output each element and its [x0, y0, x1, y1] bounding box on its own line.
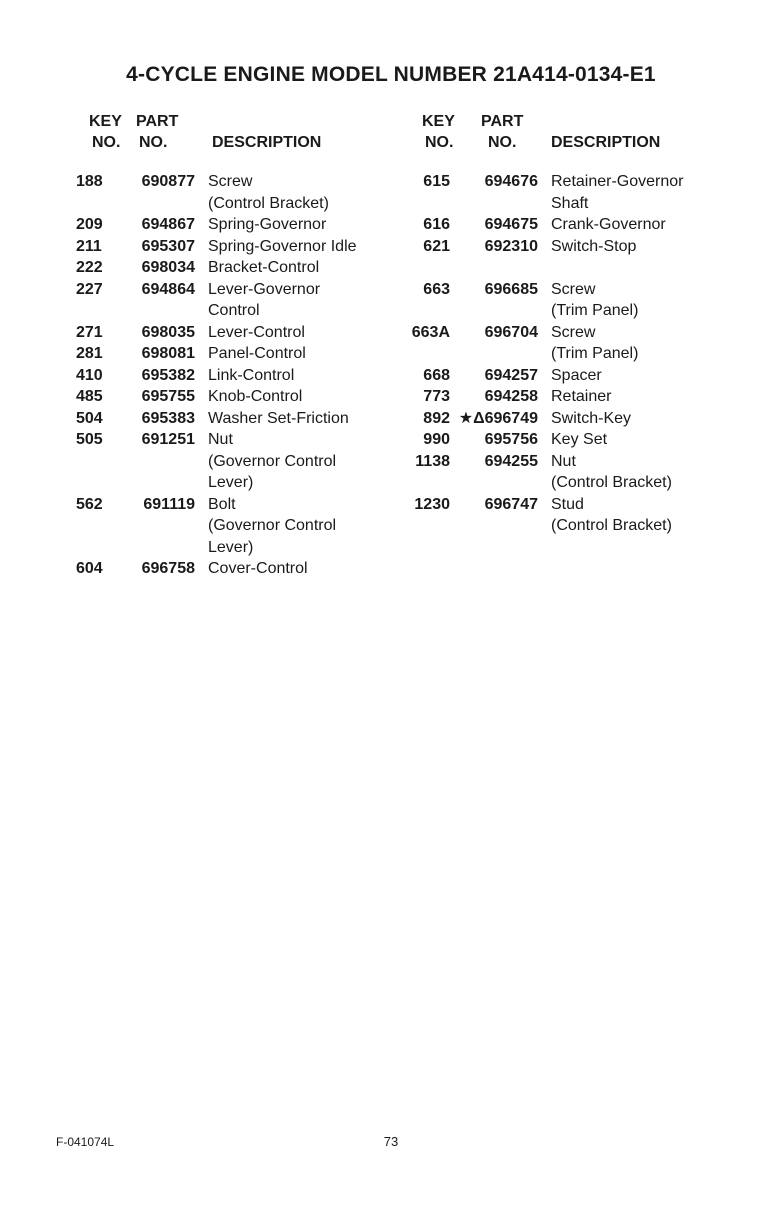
key-number: 209 — [76, 216, 103, 233]
part-description — [551, 451, 735, 494]
parts-row — [76, 257, 406, 279]
part-number: 696758 — [141, 560, 195, 577]
part-number: 691119 — [143, 495, 195, 513]
part-description — [208, 365, 406, 387]
part-number: 698081 — [141, 345, 195, 362]
part-header-line2: NO. — [139, 134, 168, 151]
part-description — [551, 408, 735, 430]
part-header-line2: NO. — [488, 134, 517, 151]
part-description — [208, 343, 406, 365]
parts-row — [405, 236, 735, 258]
description-line: (Control Bracket) — [208, 194, 329, 212]
parts-row — [405, 494, 735, 537]
description-line: Spring-Governor — [208, 216, 327, 233]
part-number: 696704 — [484, 323, 538, 341]
description-line: Key Set — [551, 431, 608, 448]
description-line: (Trim Panel) — [551, 302, 639, 319]
description-line: Spacer — [551, 366, 602, 384]
key-header-line2: NO. — [425, 134, 454, 151]
part-number: 694867 — [141, 216, 195, 233]
part-description — [208, 558, 406, 580]
part-number: 694676 — [484, 173, 538, 190]
key-number: 271 — [76, 323, 103, 341]
part-description — [208, 408, 406, 430]
parts-row — [405, 386, 735, 408]
key-number: 663 — [423, 280, 450, 298]
part-description — [551, 386, 735, 408]
column-header — [405, 113, 735, 171]
key-number: 562 — [76, 495, 103, 513]
key-number: 211 — [76, 237, 102, 255]
part-number: 698034 — [141, 259, 195, 276]
description-line: Knob-Control — [208, 388, 303, 405]
part-header-line1: PART — [481, 113, 524, 130]
parts-row — [405, 279, 735, 322]
part-description — [551, 214, 735, 236]
description-header: DESCRIPTION — [551, 134, 661, 151]
description-line: Spring-Governor Idle — [208, 237, 357, 255]
key-number: 1138 — [415, 452, 450, 470]
parts-row — [405, 214, 735, 236]
key-number: 281 — [76, 345, 103, 362]
description-line: Lever) — [208, 474, 254, 491]
description-line: Switch-Key — [551, 409, 632, 427]
key-number: 410 — [76, 366, 103, 384]
parts-row — [76, 322, 406, 344]
description-line: Screw — [551, 323, 596, 341]
part-description — [208, 257, 406, 279]
parts-row — [76, 386, 406, 408]
part-number: 695755 — [141, 388, 195, 405]
parts-row — [405, 408, 735, 430]
part-description — [551, 322, 735, 365]
description-line: (Control Bracket) — [551, 517, 672, 534]
key-number: 663A — [411, 323, 450, 341]
key-number: 485 — [76, 388, 103, 405]
parts-row — [405, 451, 735, 494]
description-line: Lever) — [208, 538, 254, 556]
part-number: 696747 — [484, 495, 538, 513]
form-number: F-041074L — [56, 1135, 115, 1149]
part-description — [551, 236, 735, 258]
parts-column-left — [76, 113, 406, 580]
key-number: 604 — [76, 560, 103, 577]
part-number: 694864 — [141, 280, 195, 298]
parts-row — [76, 279, 406, 322]
description-line: Shaft — [551, 194, 589, 212]
description-line: Control — [208, 302, 260, 319]
key-number: 188 — [76, 173, 103, 190]
part-number: 695383 — [141, 409, 195, 427]
part-description — [208, 236, 406, 258]
description-line: (Control Bracket) — [551, 474, 672, 491]
part-number: 694257 — [484, 366, 538, 384]
parts-row — [405, 322, 735, 365]
description-line: Lever-Governor — [208, 280, 321, 298]
parts-row — [76, 558, 406, 580]
description-line: Bracket-Control — [208, 259, 320, 276]
part-description — [551, 494, 735, 537]
key-header-line2: NO. — [92, 134, 121, 151]
parts-row — [76, 494, 406, 559]
part-description — [551, 279, 735, 322]
key-number: 1230 — [414, 495, 450, 513]
key-number: 504 — [76, 409, 103, 427]
description-header: DESCRIPTION — [212, 134, 322, 151]
part-number: 690877 — [141, 173, 195, 190]
page-title: 4-CYCLE ENGINE MODEL NUMBER 21A414-0134-E1 — [126, 63, 656, 86]
page-number: 73 — [383, 1134, 399, 1149]
key-number: 773 — [423, 388, 450, 405]
parts-row — [405, 365, 735, 387]
part-description — [208, 279, 406, 322]
part-number: 696685 — [484, 280, 538, 298]
description-line: Nut — [551, 452, 576, 470]
description-line: Crank-Governor — [551, 216, 666, 233]
description-line: Retainer — [551, 388, 612, 405]
key-number: 616 — [423, 216, 450, 233]
parts-row — [76, 408, 406, 430]
key-number: 990 — [423, 431, 450, 448]
parts-row — [405, 171, 735, 214]
part-number: 694258 — [484, 388, 538, 405]
part-number: 691251 — [141, 431, 195, 448]
part-description — [551, 365, 735, 387]
part-description — [208, 171, 406, 214]
part-description — [551, 171, 735, 214]
parts-list-right — [405, 171, 735, 537]
part-number: 698035 — [141, 323, 195, 341]
part-description — [208, 386, 406, 408]
description-line: Bolt — [208, 495, 236, 513]
parts-row — [76, 365, 406, 387]
part-number: 692310 — [484, 237, 538, 255]
description-line: Cover-Control — [208, 560, 308, 577]
key-number: 222 — [76, 259, 103, 276]
parts-row — [76, 236, 406, 258]
description-line: Stud — [551, 495, 584, 513]
part-description — [208, 494, 406, 559]
parts-row — [76, 429, 406, 494]
parts-row — [76, 171, 406, 214]
key-number: 668 — [423, 366, 450, 384]
key-number: 892 — [423, 409, 450, 427]
key-header-line1: KEY — [422, 113, 455, 130]
part-number: 695382 — [141, 366, 195, 384]
key-number: 621 — [423, 237, 450, 255]
part-description — [208, 214, 406, 236]
part-number: 694675 — [484, 216, 538, 233]
part-description — [208, 322, 406, 344]
description-line: Retainer-Governor — [551, 173, 684, 190]
description-line: (Trim Panel) — [551, 345, 639, 362]
parts-row — [405, 429, 735, 451]
column-header — [76, 113, 406, 171]
key-number: 505 — [76, 431, 103, 448]
description-line: Panel-Control — [208, 345, 306, 362]
part-number: 694255 — [484, 452, 538, 470]
part-header-line1: PART — [136, 113, 179, 130]
parts-row — [76, 214, 406, 236]
description-line: Link-Control — [208, 366, 295, 384]
part-description — [208, 429, 406, 494]
description-line: (Governor Control — [208, 517, 337, 534]
part-number: 695756 — [484, 431, 538, 448]
description-line: Screw — [551, 280, 596, 298]
parts-row — [76, 343, 406, 365]
description-line: Lever-Control — [208, 323, 305, 341]
part-description — [551, 429, 735, 451]
parts-list-left — [76, 171, 406, 580]
description-line: (Governor Control — [208, 452, 337, 470]
part-number: ★Δ696749 — [458, 409, 538, 427]
key-number: 227 — [76, 280, 103, 298]
description-line: Nut — [208, 431, 233, 448]
description-line: Switch-Stop — [551, 237, 637, 255]
key-header-line1: KEY — [89, 113, 122, 130]
part-number: 695307 — [141, 237, 195, 255]
description-line: Screw — [208, 173, 253, 190]
parts-column-right — [405, 113, 735, 537]
description-line: Washer Set-Friction — [208, 409, 349, 427]
key-number: 615 — [423, 173, 450, 190]
